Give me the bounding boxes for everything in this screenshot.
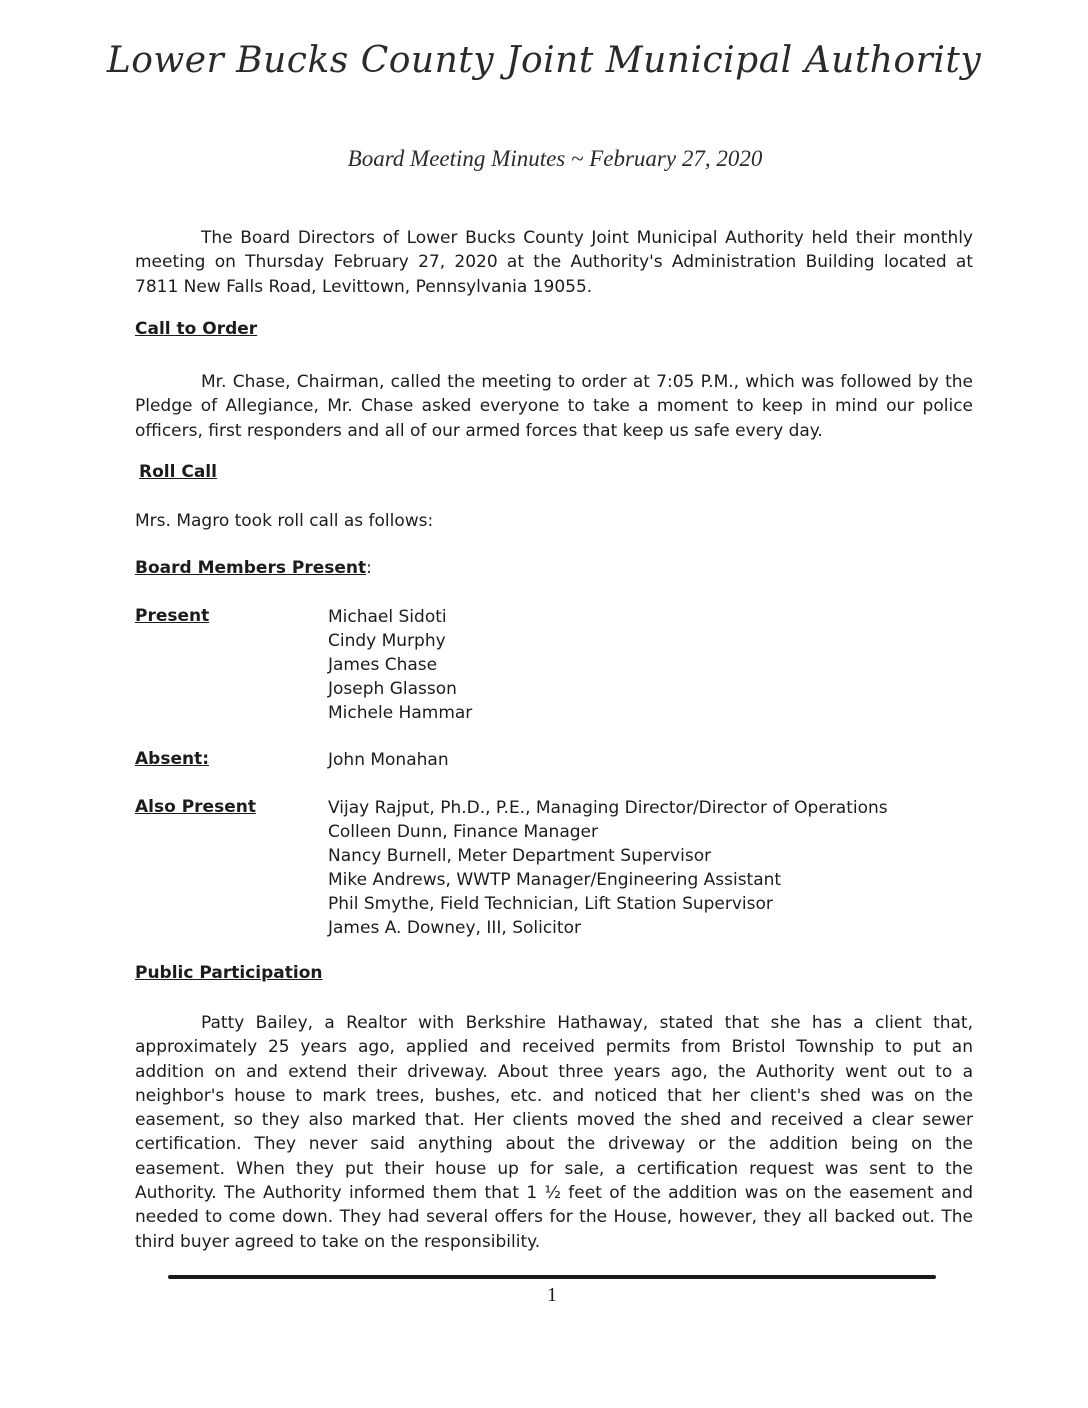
list-item: Joseph Glasson — [328, 679, 457, 699]
public-participation-text: Patty Bailey, a Realtor with Berkshire Hathaway, stated that she has a client that, approximately 25 years ago, applied and received permits from Bristol Township to put an addition on and extend their driveway. About three years ago, the Authority went out to a neighbor's house to mark trees, bushes, etc. and noticed that her client's shed was on the easement, so they also marked that. Her clients moved the shed and received a clear sewer certification. They never said anything about the driveway or the addition being on the easement. When they put their house up for sale, a certification request was sent to the Authority. The Authority informed them that 1 ½ feet of the addition was on the easement and needed to come down. They had several offers for the House, however, they all backed out. The third buyer agreed to take on the responsibility. — [135, 1013, 973, 1252]
footer-divider — [168, 1275, 936, 1279]
list-item: Colleen Dunn, Finance Manager — [328, 822, 598, 842]
also-present-label: Also Present — [135, 797, 256, 817]
list-item: Michael Sidoti — [328, 607, 447, 627]
page-number: 1 — [547, 1284, 557, 1306]
list-item: John Monahan — [328, 750, 449, 770]
also-present-list — [328, 796, 888, 940]
list-item: Mike Andrews, WWTP Manager/Engineering Assistant — [328, 870, 782, 890]
board-members-heading-row — [135, 558, 372, 578]
absent-label: Absent: — [135, 749, 210, 769]
board-members-heading-colon: : — [366, 558, 372, 578]
list-item: Vijay Rajput, Ph.D., P.E., Managing Director/Director of Operations — [328, 798, 888, 818]
roll-call-heading: Roll Call — [139, 462, 217, 482]
list-item: Cindy Murphy — [328, 631, 446, 651]
authority-name: Lower Bucks County Joint Municipal Authority — [106, 40, 982, 81]
list-item: Phil Smythe, Field Technician, Lift Station Supervisor — [328, 894, 773, 914]
public-participation-heading: Public Participation — [135, 963, 323, 983]
absent-list — [328, 748, 449, 772]
present-label: Present — [135, 606, 210, 626]
roll-call-text: Mrs. Magro took roll call as follows: — [135, 511, 434, 531]
present-list — [328, 605, 472, 725]
call-to-order-heading: Call to Order — [135, 319, 258, 339]
document-title: Board Meeting Minutes ~ February 27, 2020 — [347, 146, 763, 171]
list-item: Nancy Burnell, Meter Department Supervisor — [328, 846, 712, 866]
intro-paragraph: The Board Directors of Lower Bucks County Joint Municipal Authority held their monthly meeting on Thursday February 27, 2020 at the Authority's Administration Building located at 7811 New Falls Road, Levittown, Pennsylvania 19055. — [135, 228, 973, 297]
list-item: James Chase — [328, 655, 438, 675]
list-item: James A. Downey, III, Solicitor — [328, 918, 581, 938]
list-item: Michele Hammar — [328, 703, 473, 723]
call-to-order-text: Mr. Chase, Chairman, called the meeting to order at 7:05 P.M., which was followed by the Pledge of Allegiance, Mr. Chase asked everyone to take a moment to keep in mind our police officers, first responders and all of our armed forces that keep us safe every day. — [135, 372, 973, 441]
board-members-heading: Board Members Present — [135, 558, 367, 578]
